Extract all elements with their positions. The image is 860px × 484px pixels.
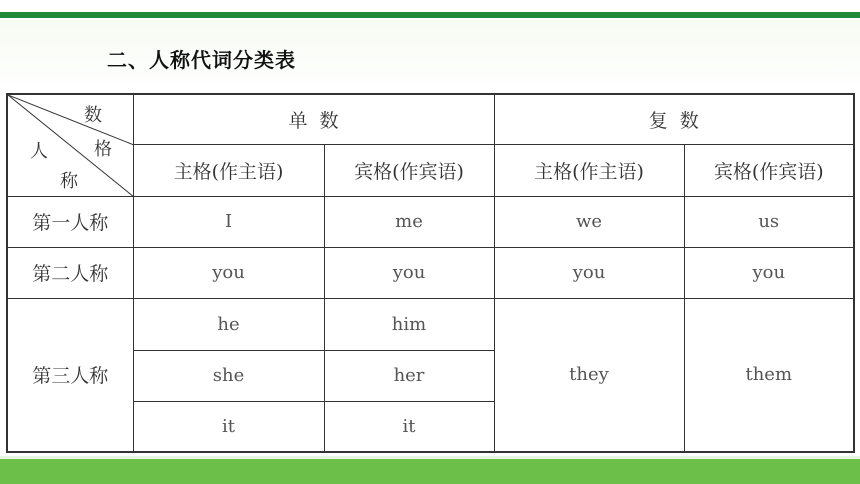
cell-third-plural-nominative: they: [494, 298, 684, 452]
cell-third-her: her: [324, 350, 494, 401]
row-third-person-he: [7, 298, 854, 350]
plural-header-text: 复 数: [648, 109, 699, 132]
cell-second-plural-objective: you: [684, 247, 854, 298]
corner-label-shu: 数: [84, 105, 102, 126]
cell-second-singular-nominative: you: [133, 247, 324, 298]
cell-third-he: he: [133, 298, 324, 350]
corner-label-ge: 格: [94, 139, 112, 160]
row-label-second-person: 第二人称: [7, 247, 133, 298]
plural-header: [494, 94, 854, 144]
cell-first-singular-objective: me: [324, 196, 494, 247]
subheader-singular-nominative: 主格(作主语): [133, 144, 324, 196]
header-row-2: [7, 144, 854, 196]
pronoun-table: [6, 93, 855, 453]
singular-header: [133, 94, 494, 144]
cell-third-him: him: [324, 298, 494, 350]
diagonal-corner-cell: [7, 94, 133, 196]
cell-second-singular-objective: you: [324, 247, 494, 298]
row-label-third-person: 第三人称: [7, 298, 133, 452]
footer-accent-bar: [0, 456, 860, 484]
corner-label-ren: 人: [30, 141, 48, 162]
row-first-person: [7, 196, 854, 247]
cell-first-plural-objective: us: [684, 196, 854, 247]
subheader-plural-objective: 宾格(作宾语): [684, 144, 854, 196]
cell-third-she: she: [133, 350, 324, 401]
corner-label-cheng: 称: [60, 171, 78, 192]
cell-third-it-objective: it: [324, 401, 494, 452]
singular-header-text: 单 数: [288, 109, 339, 132]
row-label-first-person: 第一人称: [7, 196, 133, 247]
top-accent-bar: [0, 0, 860, 20]
cell-first-singular-nominative: I: [133, 196, 324, 247]
subheader-singular-objective: 宾格(作宾语): [324, 144, 494, 196]
pronoun-table-container: [6, 93, 853, 453]
cell-third-plural-objective: them: [684, 298, 854, 452]
header-row-1: [7, 94, 854, 144]
page-title: 二、人称代词分类表: [107, 48, 296, 72]
row-second-person: [7, 247, 854, 298]
cell-second-plural-nominative: you: [494, 247, 684, 298]
cell-first-plural-nominative: we: [494, 196, 684, 247]
cell-third-it-nominative: it: [133, 401, 324, 452]
subheader-plural-nominative: 主格(作主语): [494, 144, 684, 196]
